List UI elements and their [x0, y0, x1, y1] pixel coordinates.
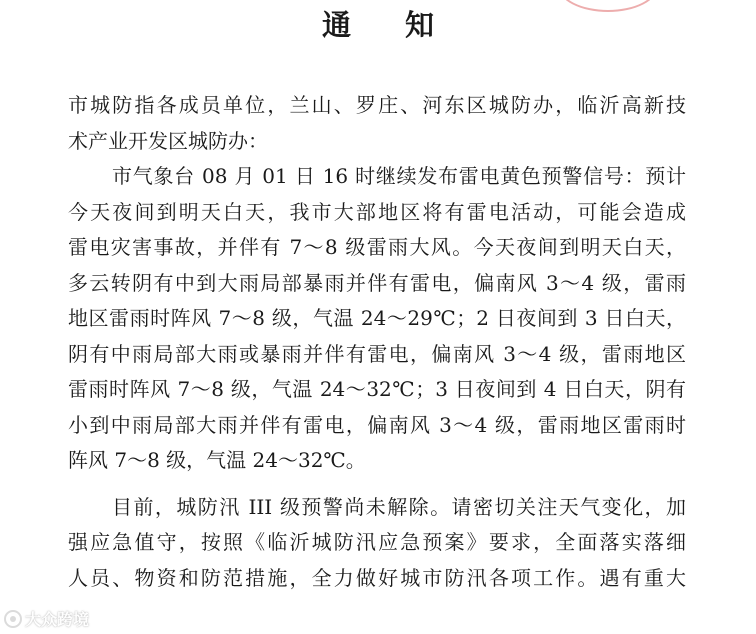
text-line: 强应急值守，按照《临沂城防汛应急预案》要求，全面落实落细 — [68, 530, 686, 554]
document-title: 通 知 — [321, 8, 457, 42]
paragraph-instructions — [68, 490, 686, 597]
watermark — [4, 607, 89, 630]
text-line: 今天夜间到明天白天，我市大部地区将有雷电活动，可能会造成 — [68, 199, 686, 224]
text-line: 多云转阴有中到大雨局部暴雨并伴有雷电，偏南风 3～4 级，雷雨 — [68, 270, 686, 295]
text-line: 市城防指各成员单位，兰山、罗庄、河东区城防办，临沂高新技 — [68, 93, 686, 117]
text-line: 阴有中雨局部大雨或暴雨并伴有雷电，偏南风 3～4 级，雷雨地区 — [68, 341, 686, 366]
text-line: 阵风 7～8 级，气温 24～32℃。 — [68, 448, 366, 472]
text-line: 小到中雨局部大雨并伴有雷电，偏南风 3～4 级，雷雨地区雷雨时 — [68, 412, 686, 437]
text-line: 术产业开发区城防办： — [68, 128, 268, 153]
text-line: 目前，城防汛 III 级预警尚未解除。请密切关注天气变化，加 — [112, 494, 686, 519]
text-line: 雷雨时阵风 7～8 级，气温 24～32℃；3 日夜间到 4 日白天，阴有 — [68, 377, 686, 401]
document-body — [68, 88, 686, 596]
text-line: 人员、物资和防范措施，全力做好城市防汛各项工作。遇有重大 — [68, 565, 686, 590]
salutation — [68, 88, 686, 159]
watermark-text: 大众跨境 — [25, 610, 90, 629]
text-line: 地区雷雨时阵风 7～8 级，气温 24～29℃；2 日夜间到 3 日白天， — [68, 306, 686, 330]
paragraph-weather-forecast — [68, 159, 686, 479]
text-line: 雷电灾害事故，并伴有 7～8 级雷雨大风。今天夜间到明天白天， — [68, 235, 686, 259]
brand-logo-icon — [4, 610, 22, 628]
text-line: 市气象台 08 月 01 日 16 时继续发布雷电黄色预警信号：预计 — [112, 164, 686, 188]
